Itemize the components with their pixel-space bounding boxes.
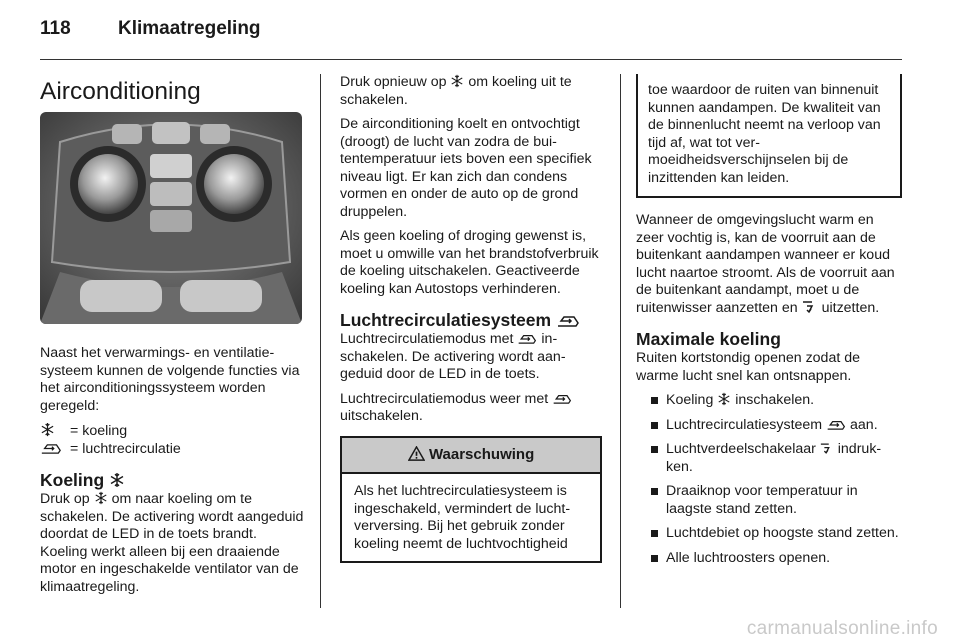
- recirculation-icon: [826, 419, 846, 431]
- climate-control-photo: [40, 112, 302, 324]
- recirculation-off-paragraph: Luchtrecirculatiemodus weer met uitschakelen.: [340, 391, 602, 426]
- recirculation-heading: Luchtrecirculatiesysteem: [340, 310, 602, 331]
- warning-text: Als het luchtrecirculatiesysteem is ingeschakeld, vermindert de luchtverversing. Bij het gebruik zonder koeling neemt de luchtvochtigheid: [354, 483, 571, 552]
- snowflake-icon: [94, 491, 108, 505]
- header-rule: [40, 59, 902, 60]
- section-heading: Airconditioning: [40, 78, 201, 105]
- air-distribution-icon: [802, 300, 818, 314]
- max-cooling-intro: Ruiten kortstondig openen zodat de warme lucht snel kan ontsnappen.: [636, 350, 861, 384]
- watermark: carmanualsonline.info: [746, 618, 938, 639]
- warning-box: [340, 436, 602, 564]
- recirculation-on-paragraph: Luchtrecirculatiemodus met inschakelen. De activering wordt aangeduid door de LED in de toets.: [340, 331, 566, 382]
- air-distribution-icon: [820, 442, 834, 455]
- snowflake-icon: [109, 472, 125, 488]
- airco-paragraph: De airconditioning koelt en ontvochtigt (droogt) de lucht van zodra de buitentemperatuur iets boven een specifiek niveau ligt. Er kan zich dan condens vormen en onder de auto op de grond druppelen.: [340, 116, 592, 220]
- koeling-heading: Koeling: [40, 470, 304, 491]
- list-item: Alle luchtroosters openen.: [636, 550, 902, 568]
- section-title: Klimaatregeling: [118, 18, 261, 39]
- windshield-paragraph: Wanneer de omgevingslucht warm en zeer vochtig is, kan de voorruit aan de buitenkant aandampen wanneer er koud lucht naartoe stroomt. Als de voorruit aan de buitenkant aandampt, moet u de ruitenwisser aanzetten en uitzetten.: [636, 212, 895, 316]
- snowflake-icon: [40, 422, 55, 437]
- max-cooling-list: [636, 392, 902, 567]
- warning-icon: [408, 446, 425, 461]
- warning-title: Waarschuwing: [342, 438, 600, 475]
- list-item: Luchtdebiet op hoogste stand zetten.: [636, 525, 902, 543]
- column-divider-1: [320, 74, 321, 608]
- page-number: 118: [40, 18, 71, 39]
- column-2: [340, 74, 602, 563]
- legend-row-recirculatie: = luchtrecirculatie: [40, 441, 304, 459]
- warning-continuation: toe waardoor de ruiten van binnenuit kunnen aandampen. De kwaliteit van de binnenlucht neemt na verloop van tijd af, wat tot vermoeidheidsverschijnselen bij de inzittenden kan leiden.: [636, 74, 902, 198]
- recirculation-icon: [40, 442, 62, 455]
- snowflake-icon: [717, 392, 731, 406]
- page-header: [40, 18, 261, 40]
- list-item: Koeling inschakelen.: [636, 392, 902, 410]
- column-3: [636, 74, 902, 574]
- list-item: Luchtverdeelschakelaar indrukken.: [636, 441, 902, 476]
- symbol-legend: [40, 422, 304, 458]
- list-item: Draaiknop voor temperatuur in laagste stand zetten.: [636, 483, 902, 518]
- snowflake-icon: [450, 74, 464, 88]
- recirculation-icon: [552, 393, 572, 405]
- recirculation-icon: [556, 314, 580, 328]
- intro-paragraph: Naast het verwarmings- en ventilatiesysteem kunnen de volgende functies via het airconditioningssysteem worden geregeld:: [40, 345, 300, 414]
- recirculation-icon: [517, 333, 537, 345]
- koeling-paragraph: Druk op om naar koeling om te schakelen. De activering wordt aangeduid doordat de LED in de toets brandt. Koeling werkt alleen bij een draaiende motor en ingeschakelde ventilator van de klimaatregeling.: [40, 491, 304, 595]
- list-item: Luchtrecirculatiesysteem aan.: [636, 417, 902, 435]
- max-cooling-heading: Maximale koeling: [636, 329, 781, 349]
- column-divider-2: [620, 74, 621, 608]
- koeling-off-paragraph: Druk opnieuw op om koeling uit te schakelen.: [340, 74, 572, 108]
- legend-row-koeling: = koeling: [40, 422, 304, 441]
- no-cooling-paragraph: Als geen koeling of droging gewenst is, moet u omwille van het brandstofverbruik de koeling uitschakelen. Geactiveerde koeling kan Autostops verhinderen.: [340, 228, 599, 297]
